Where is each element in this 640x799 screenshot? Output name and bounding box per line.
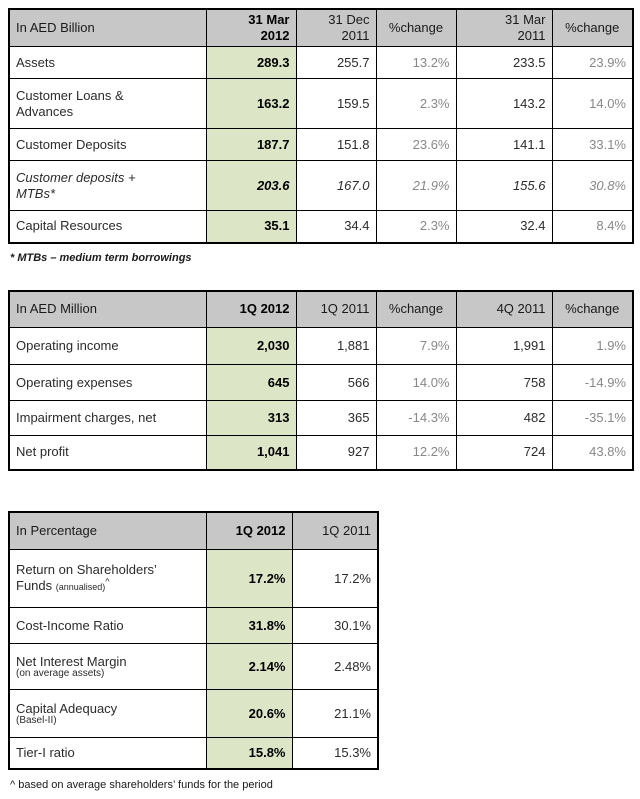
pct-change: 23.6%: [376, 129, 456, 161]
row-label: Capital Resources: [9, 211, 206, 243]
value-current: 15.8%: [206, 738, 292, 769]
row-label-line2: Advances: [16, 103, 74, 119]
col-header-line1: 31 Dec: [328, 12, 370, 27]
col-header-pct-change-1: %change: [376, 9, 456, 47]
row-sublabel: (Basel-II): [16, 714, 57, 726]
col-header-pct-change-1: %change: [376, 291, 456, 328]
value-prior: 21.1%: [292, 690, 378, 738]
income-statement-header-row: [9, 291, 633, 328]
ratios-header-row: [9, 512, 378, 550]
row-label: Operating income: [9, 328, 206, 365]
col-header-line1: 31 Mar: [505, 12, 546, 27]
unit-label: In AED Billion: [9, 9, 206, 47]
value-current: 2,030: [206, 328, 296, 365]
table-row-tier-1-ratio: [9, 738, 378, 769]
pct-change: 2.3%: [376, 211, 456, 243]
value-4q: 758: [456, 365, 552, 401]
balance-sheet-table: [8, 8, 634, 244]
col-header-1q-2012: 1Q 2012: [206, 512, 292, 550]
table-row-customer-loans: [9, 79, 633, 129]
value-prior: 151.8: [296, 129, 376, 161]
value-prior: 15.3%: [292, 738, 378, 769]
unit-label: In Percentage: [9, 512, 206, 550]
row-label-line1: Customer Loans &: [16, 87, 124, 103]
row-label: [9, 550, 206, 608]
value-current: 645: [206, 365, 296, 401]
col-header-pct-change-2: %change: [552, 9, 633, 47]
row-label: Customer Deposits: [9, 129, 206, 161]
table-row-capital-adequacy: [9, 690, 378, 738]
value-yoy: 155.6: [456, 161, 552, 211]
value-4q: 1,991: [456, 328, 552, 365]
value-current: 289.3: [206, 47, 296, 79]
col-header-pct-change-2: %change: [552, 291, 633, 328]
value-yoy: 143.2: [456, 79, 552, 129]
col-header-31-mar-2011: [456, 9, 552, 47]
table-row-operating-income: [9, 328, 633, 365]
value-yoy: 141.1: [456, 129, 552, 161]
table-row-net-profit: [9, 436, 633, 470]
table-row-cost-income-ratio: [9, 608, 378, 644]
value-current: 1,041: [206, 436, 296, 470]
row-label: [9, 161, 206, 211]
unit-label: In AED Million: [9, 291, 206, 328]
value-4q: 724: [456, 436, 552, 470]
pct-change: 14.0%: [552, 79, 633, 129]
table-row-operating-expenses: [9, 365, 633, 401]
row-label: Operating expenses: [9, 365, 206, 401]
value-current: 20.6%: [206, 690, 292, 738]
row-label: [9, 644, 206, 690]
table-row-net-interest-margin: [9, 644, 378, 690]
value-prior: 365: [296, 401, 376, 436]
col-header-1q-2011: 1Q 2011: [296, 291, 376, 328]
row-label: Cost-Income Ratio: [9, 608, 206, 644]
value-current: 17.2%: [206, 550, 292, 608]
pct-change: 7.9%: [376, 328, 456, 365]
row-label-line1: Return on Shareholders’: [16, 562, 157, 577]
row-label: Net profit: [9, 436, 206, 470]
footnote-annualised: ^ based on average shareholders’ funds for the period: [10, 778, 273, 791]
value-yoy: 233.5: [456, 47, 552, 79]
value-prior: 159.5: [296, 79, 376, 129]
table-row-capital-resources: [9, 211, 633, 243]
value-current: 203.6: [206, 161, 296, 211]
value-4q: 482: [456, 401, 552, 436]
pct-change: 33.1%: [552, 129, 633, 161]
value-prior: 30.1%: [292, 608, 378, 644]
col-header-4q-2011: 4Q 2011: [456, 291, 552, 328]
ratios-table: [8, 511, 379, 770]
value-prior: 17.2%: [292, 550, 378, 608]
col-header-line2: 2011: [517, 28, 546, 43]
value-prior: 255.7: [296, 47, 376, 79]
col-header-line2: 2012: [260, 28, 290, 43]
pct-change: -14.3%: [376, 401, 456, 436]
balance-sheet-header-row: [9, 9, 633, 47]
pct-change: 1.9%: [552, 328, 633, 365]
value-prior: 566: [296, 365, 376, 401]
value-current: 35.1: [206, 211, 296, 243]
pct-change: -14.9%: [552, 365, 633, 401]
footnote-mtbs: * MTBs – medium term borrowings: [10, 251, 192, 264]
row-label-line2: MTBs*: [16, 185, 55, 201]
value-current: 313: [206, 401, 296, 436]
row-label-line1: Customer deposits +: [16, 169, 136, 185]
value-current: 2.14%: [206, 644, 292, 690]
value-prior: 2.48%: [292, 644, 378, 690]
col-header-1q-2011: 1Q 2011: [292, 512, 378, 550]
pct-change: 30.8%: [552, 161, 633, 211]
row-label: Impairment charges, net: [9, 401, 206, 436]
value-current: 31.8%: [206, 608, 292, 644]
pct-change: 14.0%: [376, 365, 456, 401]
col-header-31-dec-2011: [296, 9, 376, 47]
pct-change: 21.9%: [376, 161, 456, 211]
table-row-assets: [9, 47, 633, 79]
footnote-marker: ^: [105, 576, 110, 587]
table-row-customer-deposits-mtbs: [9, 161, 633, 211]
value-prior: 167.0: [296, 161, 376, 211]
row-sublabel: (on average assets): [16, 667, 105, 679]
value-prior: 1,881: [296, 328, 376, 365]
value-current: 187.7: [206, 129, 296, 161]
col-header-line1: 31 Mar: [248, 12, 290, 27]
pct-change: 43.8%: [552, 436, 633, 470]
row-label: Tier-I ratio: [9, 738, 206, 769]
row-label: [9, 690, 206, 738]
pct-change: 2.3%: [376, 79, 456, 129]
table-row-impairment-charges: [9, 401, 633, 436]
pct-change: -35.1%: [552, 401, 633, 436]
value-prior: 34.4: [296, 211, 376, 243]
row-label: Assets: [9, 47, 206, 79]
row-label-line2: Funds: [16, 578, 53, 593]
table-row-return-on-shareholders-funds: [9, 550, 378, 608]
pct-change: 23.9%: [552, 47, 633, 79]
row-label-line1: Capital Adequacy: [16, 700, 118, 716]
row-label-line1: Net Interest Margin: [16, 653, 127, 669]
value-prior: 927: [296, 436, 376, 470]
value-yoy: 32.4: [456, 211, 552, 243]
col-header-31-mar-2012: [206, 9, 296, 47]
income-statement-table: [8, 290, 634, 471]
pct-change: 13.2%: [376, 47, 456, 79]
pct-change: 12.2%: [376, 436, 456, 470]
row-label: [9, 79, 206, 129]
row-sublabel: (annualised): [55, 582, 106, 592]
col-header-line2: 2011: [341, 28, 370, 43]
col-header-1q-2012: 1Q 2012: [206, 291, 296, 328]
table-row-customer-deposits: [9, 129, 633, 161]
value-current: 163.2: [206, 79, 296, 129]
pct-change: 8.4%: [552, 211, 633, 243]
